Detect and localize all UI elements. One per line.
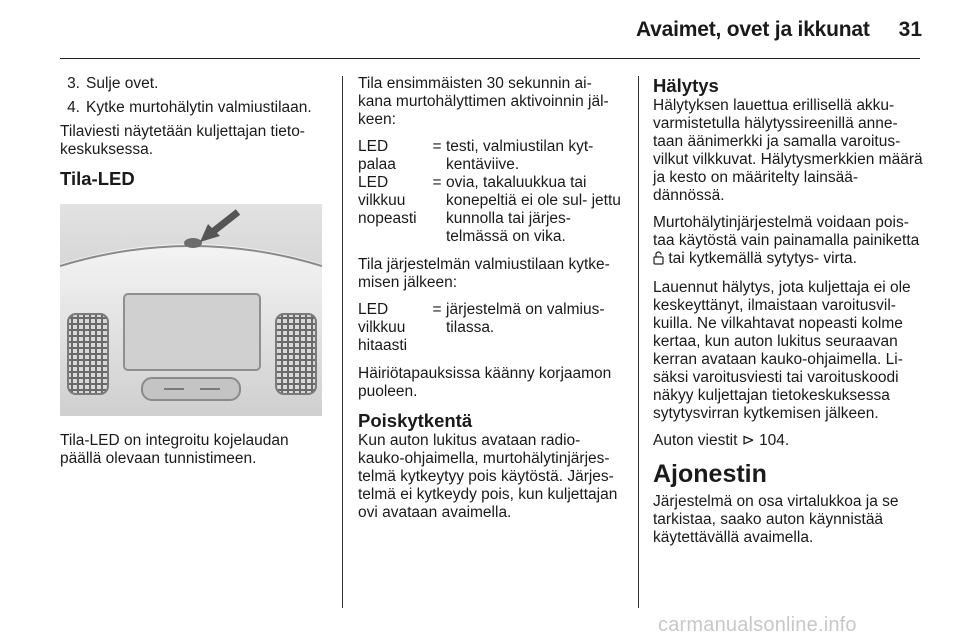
section-title-tila-led: Tila-LED (60, 168, 135, 189)
page-header-title: Avaimet, ovet ja ikkunat (636, 18, 870, 41)
section-title-poiskytkenta: Poiskytkentä (358, 410, 473, 431)
column-divider-1 (342, 76, 343, 608)
column-2 (358, 75, 624, 531)
stop-alarm-text-before: Murtohälytinjärjestelmä voidaan pois- taa käytöstä vain painamalla painiketta (653, 214, 920, 249)
paragraph-poiskytkenta: Kun auton lukitus avataan radio- kauko-ohjaimella, murtohälytinjärjes- telmä kytkeytyy pois käytöstä. Järjes- telmä ei kytkeydy pois, kun kuljettajan ovi avataan avaimella. (358, 432, 618, 521)
definition-term: LED vilkkuu hitaasti (358, 301, 408, 354)
list-item (60, 99, 326, 117)
figure-caption: Tila-LED on integroitu kojelaudan päällä olevaan tunnistimeen. (60, 432, 289, 467)
definition-term: LED vilkkuu nopeasti (358, 174, 417, 227)
page-reference-arrow-icon: ⊳ (741, 432, 755, 449)
column-1 (60, 75, 326, 477)
column-divider-2 (638, 76, 639, 608)
paragraph-ajonestin: Järjestelmä on osa virtalukkoa ja se tarkistaa, saako auton käynnistää käytettävällä avaimella. (653, 493, 899, 546)
page-reference-link[interactable]: 104. (759, 432, 790, 449)
definition-equals: = (432, 174, 442, 191)
list-item-number: 3. (67, 75, 80, 92)
definition-equals: = (432, 301, 442, 318)
definition-row (358, 301, 624, 355)
definition-equals: = (432, 138, 442, 155)
paragraph-fault: Häiriötapauksissa käänny korjaamon puoleen. (358, 365, 612, 400)
definition-term: LED palaa (358, 138, 396, 173)
watermark: carmanualsonline.info (658, 614, 857, 636)
messages-prefix: Auton viestit (653, 432, 738, 449)
definition-row (358, 174, 624, 246)
paragraph-halytys: Hälytyksen lauettua erillisellä akku- varmistetulla hälytyssireenillä anne- taan äänimerkki ja samalla varoitus- vilkut vilkkuvat. Hälytysmerkkien määrä ja kesto on määritelty lainsää- dännössä. (653, 97, 923, 204)
definition-list (358, 301, 624, 355)
section-title-halytys: Hälytys (653, 75, 719, 96)
dashboard-illustration (60, 204, 322, 416)
status-message-note: Tilaviesti näytetään kuljettajan tieto- keskuksessa. (60, 123, 305, 158)
stop-alarm-text-after: tai kytkemällä sytytys- virta. (668, 250, 857, 267)
paragraph-stop-alarm (653, 214, 923, 270)
paragraph-messages (653, 432, 923, 450)
definition-row (358, 138, 624, 174)
unlock-icon (653, 251, 664, 270)
paragraph-triggered: Lauennut hälytys, jota kuljettaja ei ole keskeyttänyt, ilmaistaan varoitusvil- kuilla. Ne vilkahtavat nopeasti kolme kertaa, kun auton lukitus seuraavan kerran avataan kauko-ohjaimella. Li- säksi varoitusviesti tai varoituskoodi näkyy kuljettajan tietokeskuksessa sytytysvirran kytkemisen jälkeen. (653, 279, 911, 422)
section-title-ajonestin: Ajonestin (653, 460, 767, 488)
definition-description: järjestelmä on valmius- tilassa. (446, 301, 605, 336)
definition-description: testi, valmiustilan kyt- kentäviive. (446, 138, 594, 173)
paragraph-intro: Tila ensimmäisten 30 sekunnin ai- kana murtohälyttimen aktivoinnin jäl- keen: (358, 75, 609, 128)
paragraph-after-activation: Tila järjestelmän valmiustilaan kytke- misen jälkeen: (358, 256, 610, 291)
status-led-sensor (184, 238, 202, 248)
header-rule (60, 58, 920, 59)
dashboard-figure (60, 204, 322, 416)
definition-list (358, 138, 624, 246)
page-number: 31 (898, 18, 922, 41)
list-item-text: Sulje ovet. (86, 75, 159, 92)
list-item-text: Kytke murtohälytin valmiustilaan. (86, 99, 312, 116)
column-3 (653, 75, 923, 556)
list-item (60, 75, 326, 93)
definition-description: ovia, takaluukkua tai konepeltiä ei ole sul- jettu kunnolla tai järjes- telmässä on vika. (446, 174, 621, 245)
list-item-number: 4. (67, 99, 80, 116)
